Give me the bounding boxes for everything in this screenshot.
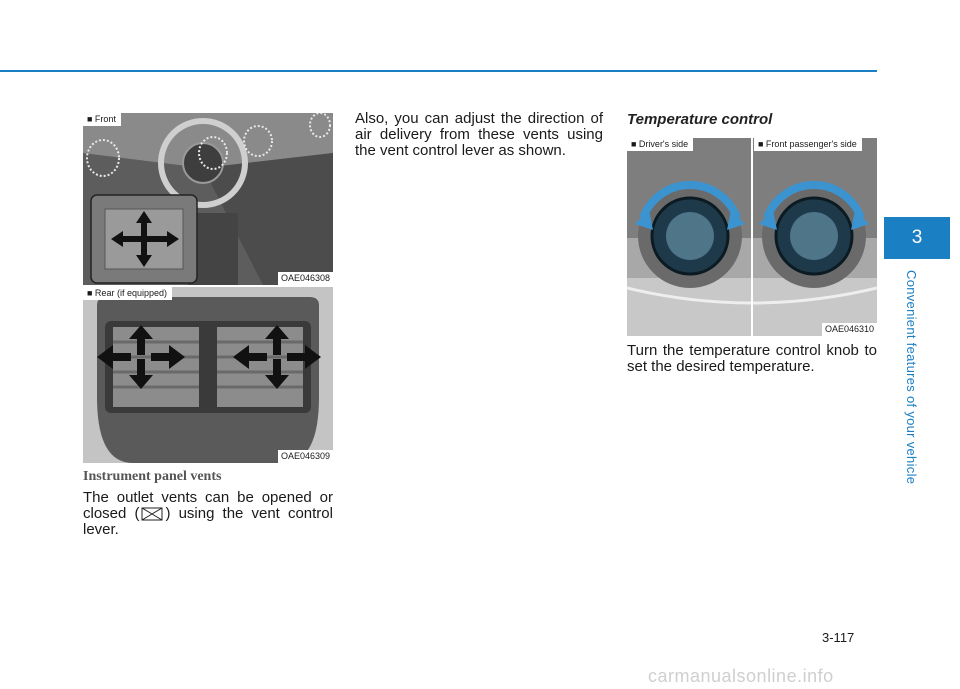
figure-label-front: ■ Front	[83, 113, 121, 126]
instrument-panel-vents-text	[83, 490, 333, 538]
air-direction-text: Also, you can adjust the direction of air delivery from these vents using the vent control lever as shown.	[355, 110, 603, 159]
temperature-control-heading: Temperature control	[627, 111, 773, 128]
front-vents-illustration	[83, 113, 333, 285]
top-rule	[0, 70, 877, 72]
watermark: carmanualsonline.info	[648, 666, 834, 686]
figure-label-driver-side: ■ Driver's side	[627, 138, 693, 151]
temperature-knob-illustration	[627, 138, 877, 336]
figure-code-rear: OAE046309	[278, 450, 333, 463]
chapter-title: Convenient features of your vehicle	[904, 270, 919, 485]
front-vents-figure	[83, 113, 333, 285]
instrument-panel-vents-heading: Instrument panel vents	[83, 469, 222, 484]
vents-text-part1: The outlet vents can be opened or closed (	[83, 489, 333, 522]
figure-code-temperature: OAE046310	[822, 323, 877, 336]
temperature-knob-figure	[627, 138, 877, 336]
rear-vents-figure	[83, 287, 333, 463]
figure-code-front: OAE046308	[278, 272, 333, 285]
figure-label-rear: ■ Rear (if equipped)	[83, 287, 172, 300]
chapter-title-vertical	[895, 270, 923, 500]
chapter-number-tab: 3	[884, 217, 950, 259]
temperature-control-text: Turn the temperature control knob to set the desired temperature.	[627, 342, 877, 375]
rear-vents-illustration	[83, 287, 333, 463]
vents-text-part2: ) using the vent control lever.	[83, 505, 333, 538]
page-number: 3-117	[822, 630, 855, 645]
figure-label-passenger-side: ■ Front passenger's side	[754, 138, 862, 151]
closed-vent-icon	[141, 507, 163, 521]
